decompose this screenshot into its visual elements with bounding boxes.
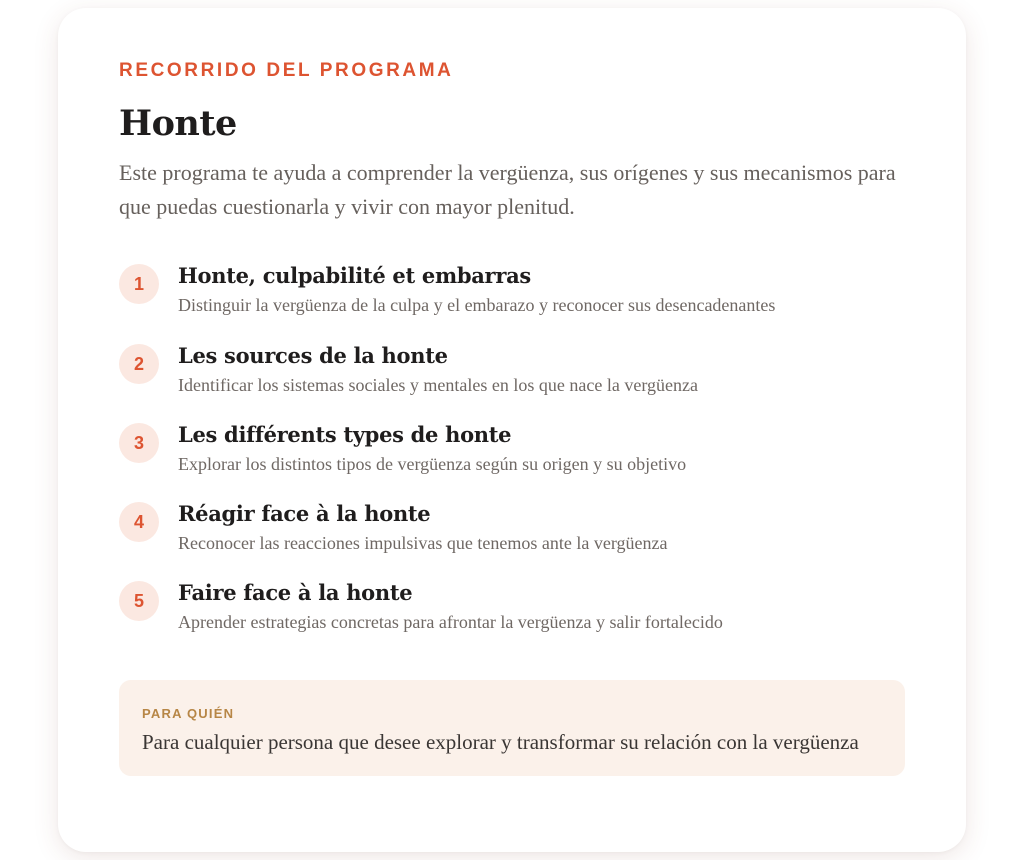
step-item-5 <box>119 578 905 636</box>
step-description: Explorar los distintos tipos de vergüenza según su origen y su objetivo <box>178 454 687 474</box>
step-item-3 <box>119 420 905 478</box>
step-description: Identificar los sistemas sociales y mentales en los que nace la vergüenza <box>178 375 698 395</box>
step-number-badge: 1 <box>119 264 159 304</box>
step-number-badge: 5 <box>119 581 159 621</box>
program-title: Honte <box>119 103 237 144</box>
program-overview-card <box>58 8 966 852</box>
step-item-2 <box>119 341 905 399</box>
step-description: Reconocer las reacciones impulsivas que tenemos ante la vergüenza <box>178 533 668 553</box>
target-audience-box <box>119 680 905 776</box>
audience-text: Para cualquier persona que desee explorar y transformar su relación con la vergüenza <box>142 730 859 754</box>
step-list <box>119 261 905 636</box>
step-title: Réagir face à la honte <box>178 501 431 526</box>
step-number-badge: 2 <box>119 344 159 384</box>
step-description: Distinguir la vergüenza de la culpa y el embarazo y reconocer sus desencadenantes <box>178 295 776 315</box>
step-number-badge: 4 <box>119 502 159 542</box>
audience-label: PARA QUIÉN <box>142 706 235 721</box>
program-description: Este programa te ayuda a comprender la vergüenza, sus orígenes y sus mecanismos para que puedas cuestionarla y vivir con mayor plenitud. <box>119 160 896 219</box>
step-title: Faire face à la honte <box>178 580 413 605</box>
step-item-1 <box>119 261 905 319</box>
step-description: Aprender estrategias concretas para afrontar la vergüenza y salir fortalecido <box>178 612 723 632</box>
step-title: Les sources de la honte <box>178 343 448 368</box>
section-eyebrow: RECORRIDO DEL PROGRAMA <box>119 60 454 81</box>
step-number-badge: 3 <box>119 423 159 463</box>
step-title: Honte, culpabilité et embarras <box>178 263 531 288</box>
step-item-4 <box>119 499 905 557</box>
step-title: Les différents types de honte <box>178 422 512 447</box>
